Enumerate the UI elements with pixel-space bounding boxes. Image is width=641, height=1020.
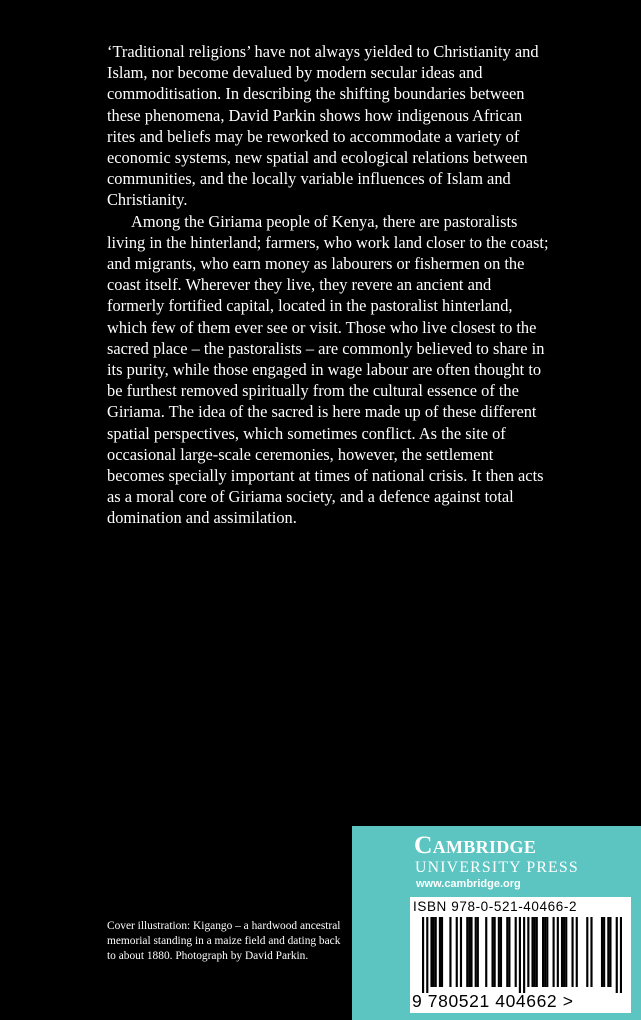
- barcode-bar: [542, 917, 544, 987]
- barcode-bar: [494, 917, 496, 987]
- barcode-bar: [571, 917, 573, 987]
- publisher-url: www.cambridge.org: [416, 878, 521, 890]
- barcode-bar: [601, 917, 603, 987]
- barcode-bar: [586, 917, 588, 987]
- barcode-bar: [500, 917, 502, 987]
- barcode-bar: [475, 917, 477, 987]
- barcode-bar: [477, 917, 479, 987]
- barcode-bar: [563, 917, 565, 987]
- barcode-bar: [531, 917, 533, 987]
- barcode-bar: [441, 917, 443, 987]
- barcode-image: [422, 917, 622, 993]
- barcode-bar: [527, 917, 529, 987]
- cover-illustration-credit: Cover illustration: Kigango – a hardwood ancestral memorial standing in a maize field and dating back to about 1880. Photograph by David Parkin.: [107, 920, 341, 962]
- barcode-bar: [544, 917, 546, 987]
- blurb-paragraph-2: Among the Giriama people of Kenya, there are pastoralists living in the hinterland; farmers, who work land closer to the coast; and migrants, who earn money as labourers or fishermen on the coast itself. Wherever they live, they revere an ancient and formerly fortified capital, located in the pastoralist hinterland, which few of them ever see or visit. Those who live closest to the sacred place – the pastoralists – are commonly believed to share in its purity, while those engaged in wage labour are often thought to be furthest removed spiritually from the cultural essence of the Giriama. The idea of the sacred is here made up of these different spatial perspectives, which sometimes conflict. As the site of occasional large-scale ceremonies, however, the settlement becomes specially important at times of national crisis. It then acts as a moral core of Giriama society, and a defence against total domination and assimilation.: [107, 211, 549, 528]
- barcode-bar: [433, 917, 435, 987]
- barcode-bar: [508, 917, 510, 987]
- barcode-bar: [456, 917, 458, 987]
- barcode-bar: [439, 917, 441, 987]
- barcode-bar: [422, 917, 424, 993]
- barcode-bar: [466, 917, 468, 987]
- publisher-panel: [352, 826, 641, 1020]
- barcode-bar: [553, 917, 555, 987]
- barcode-bar: [519, 917, 521, 993]
- barcode-bar: [498, 917, 500, 987]
- barcode-bar: [506, 917, 508, 987]
- barcode-bar: [557, 917, 559, 987]
- barcode-bar: [536, 917, 538, 987]
- barcode-bar: [546, 917, 548, 987]
- barcode-bar: [491, 917, 493, 987]
- barcode-bar: [616, 917, 618, 993]
- back-cover-blurb: [107, 41, 549, 529]
- barcode-bar: [576, 917, 578, 987]
- barcode-bar: [565, 917, 567, 987]
- barcode-bar: [426, 917, 428, 993]
- barcode-bar: [485, 917, 487, 987]
- barcode-bar: [470, 917, 472, 987]
- isbn-barcode-box: [410, 897, 631, 1013]
- barcode-bar: [515, 917, 517, 987]
- barcode-bar: [603, 917, 605, 987]
- barcode-bar: [468, 917, 470, 987]
- barcode-bar: [620, 917, 622, 993]
- barcode-bar: [607, 917, 609, 987]
- barcode-bar: [460, 917, 462, 987]
- barcode-bar: [435, 917, 437, 987]
- barcode-bar: [523, 917, 525, 993]
- barcode-bar: [534, 917, 536, 987]
- barcode-bar: [430, 917, 432, 987]
- barcode-bar: [609, 917, 611, 987]
- barcode-bar: [449, 917, 451, 987]
- publisher-subtitle: UNIVERSITY PRESS: [415, 859, 579, 876]
- publisher-name: Cambridge: [414, 830, 537, 859]
- barcode-bar: [590, 917, 592, 987]
- barcode-digits: 9 780521 404662 >: [412, 991, 574, 1011]
- blurb-paragraph-1: ‘Traditional religions’ have not always yielded to Christianity and Islam, nor become devalued by modern secular ideas and commoditisation. In describing the shifting boundaries between these phenomena, David Parkin shows how indigenous African rites and beliefs may be reworked to accommodate a variety of economic systems, new spatial and ecological relations between communities, and the locally variable influences of Islam and Christianity.: [107, 42, 539, 210]
- barcode-bar: [561, 917, 563, 987]
- isbn-label: ISBN 978-0-521-40466-2: [413, 899, 578, 914]
